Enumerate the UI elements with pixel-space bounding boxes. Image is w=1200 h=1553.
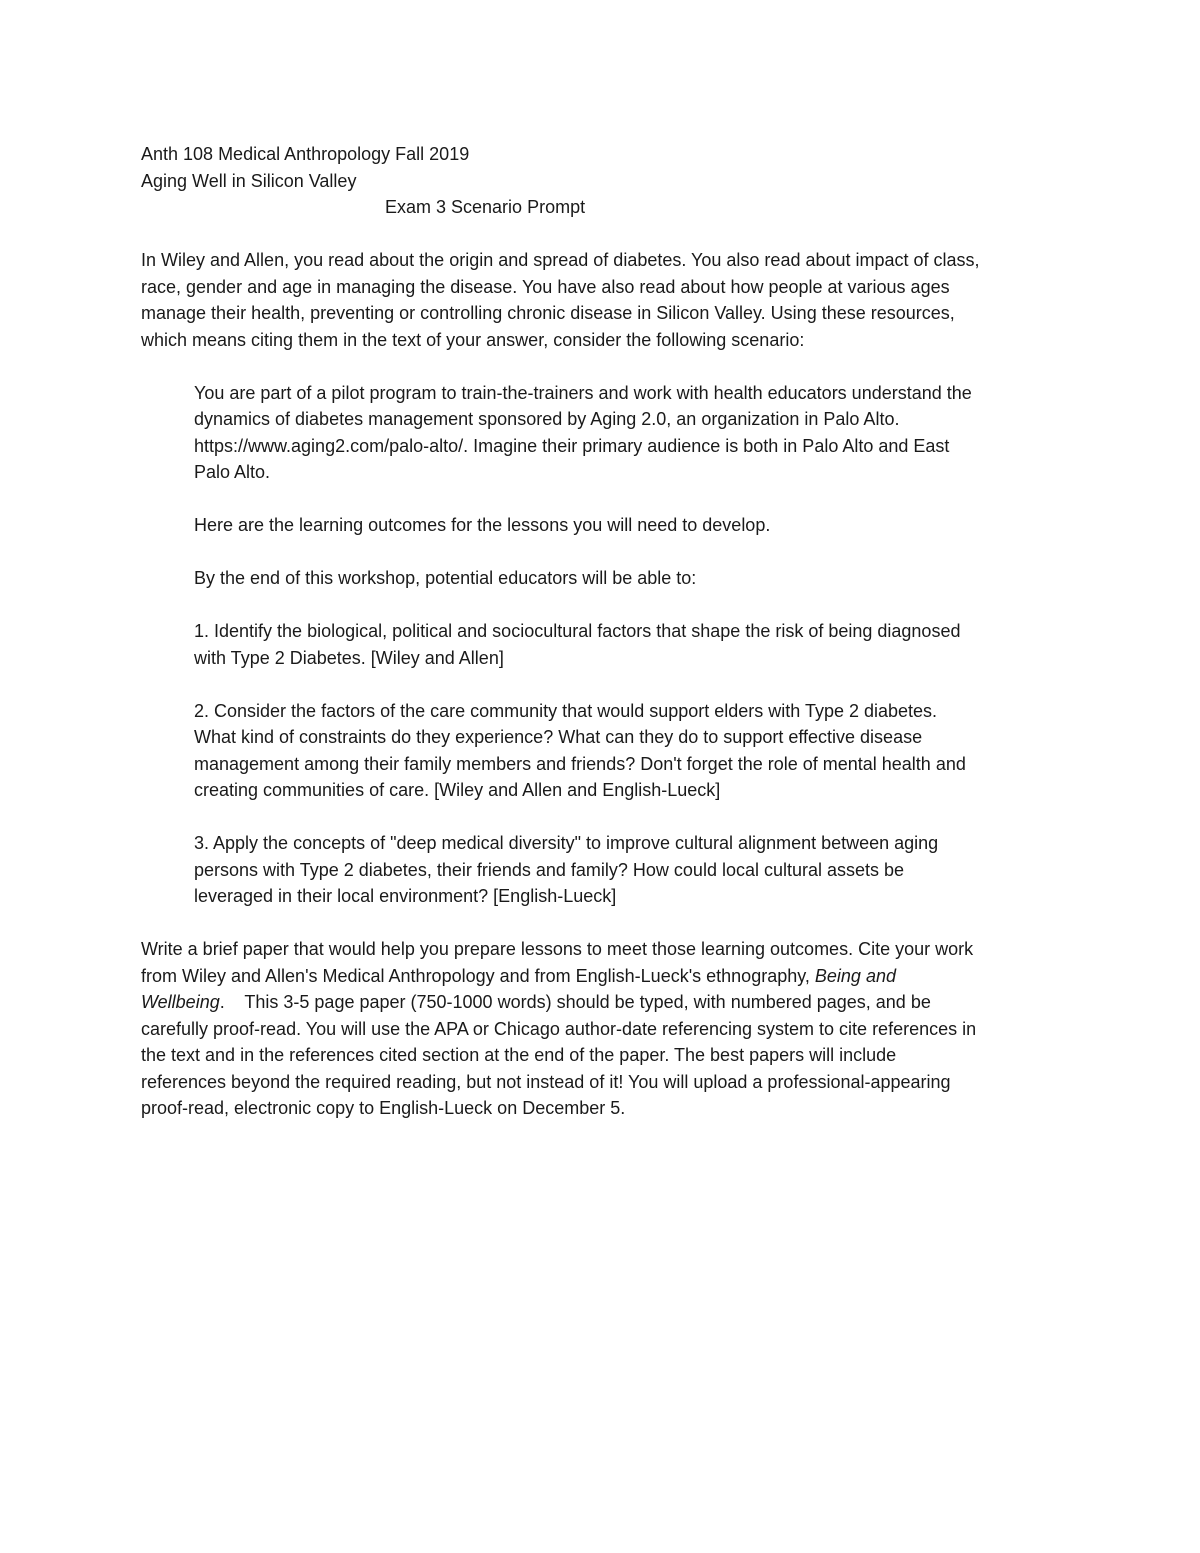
outcome-line: What kind of constraints do they experience? What can they do to support effective disease bbox=[194, 727, 923, 747]
intro-line: which means citing them in the text of your answer, consider the following scenario: bbox=[141, 329, 805, 350]
assignment-line: proof-read, electronic copy to English-Lueck on December 5. bbox=[141, 1098, 626, 1118]
assignment-text: from Wiley and Allen's Medical Anthropology and from English-Lueck's ethnography, bbox=[141, 965, 815, 986]
intro-line: manage their health, preventing or controlling chronic disease in Silicon Valley. Using these resources, bbox=[141, 303, 955, 323]
outcomes-intro-paragraph bbox=[141, 512, 1061, 539]
assignment-paragraph bbox=[141, 936, 1061, 1122]
book-title-part2: Wellbeing bbox=[141, 992, 220, 1012]
book-title-part1: Being and bbox=[814, 965, 896, 986]
assignment-line: carefully proof-read. You will use the APA or Chicago author-date referencing system to cite references in bbox=[141, 1018, 977, 1039]
scenario-line: Palo Alto. bbox=[194, 462, 271, 482]
scenario-line: You are part of a pilot program to train-the-trainers and work with health educators understand the bbox=[194, 382, 972, 403]
outcomes-intro-line: Here are the learning outcomes for the lessons you will need to develop. bbox=[194, 515, 771, 535]
scenario-paragraph bbox=[141, 380, 1061, 486]
outcome-line: 2. Consider the factors of the care community that would support elders with Type 2 diabetes. bbox=[194, 700, 938, 721]
scenario-link-line: https://www.aging2.com/palo-alto/. Imagine their primary audience is both in Palo Alto and East bbox=[194, 435, 950, 456]
outcome-line: leveraged in their local environment? [English-Lueck] bbox=[194, 886, 617, 906]
page-title: Exam 3 Scenario Prompt bbox=[385, 197, 586, 217]
intro-line: In Wiley and Allen, you read about the origin and spread of diabetes. You also read about impact of class, bbox=[141, 250, 980, 270]
scenario-line: dynamics of diabetes management sponsored by Aging 2.0, an organization in Palo Alto. bbox=[194, 409, 900, 429]
outcome-line: 1. Identify the biological, political and sociocultural factors that shape the risk of being diagnosed bbox=[194, 621, 961, 641]
assignment-text: . This 3-5 page paper (750-1000 words) should be typed, with numbered pages, and be bbox=[219, 992, 931, 1012]
outcome-item-1 bbox=[141, 618, 1061, 671]
outcome-line: creating communities of care. [Wiley and Allen and English-Lueck] bbox=[194, 780, 721, 800]
intro-paragraph bbox=[141, 247, 1061, 353]
outcome-item-2 bbox=[141, 698, 1061, 804]
course-line: Anth 108 Medical Anthropology Fall 2019 bbox=[141, 144, 470, 164]
workshop-intro-paragraph bbox=[141, 565, 1061, 592]
outcome-line: management among their family members and friends? Don't forget the role of mental health and bbox=[194, 753, 966, 774]
assignment-line: references beyond the required reading, but not instead of it! You will upload a professional-appearing bbox=[141, 1071, 951, 1092]
document-body bbox=[141, 141, 1061, 1122]
assignment-line: Write a brief paper that would help you prepare lessons to meet those learning outcomes. Cite your work bbox=[141, 939, 974, 959]
outcome-line: 3. Apply the concepts of "deep medical diversity" to improve cultural alignment between aging bbox=[194, 833, 939, 853]
outcome-line: with Type 2 Diabetes. [Wiley and Allen] bbox=[194, 647, 504, 668]
workshop-intro-line: By the end of this workshop, potential educators will be able to: bbox=[194, 568, 697, 588]
assignment-line bbox=[141, 989, 1061, 1016]
intro-line: race, gender and age in managing the disease. You have also read about how people at various ages bbox=[141, 276, 950, 297]
assignment-line: the text and in the references cited section at the end of the paper. The best papers will include bbox=[141, 1045, 897, 1065]
outcome-item-3 bbox=[141, 830, 1061, 910]
subtitle-line: Aging Well in Silicon Valley bbox=[141, 170, 357, 191]
outcome-line: persons with Type 2 diabetes, their friends and family? How could local cultural assets be bbox=[194, 859, 905, 880]
assignment-line bbox=[141, 963, 1061, 990]
